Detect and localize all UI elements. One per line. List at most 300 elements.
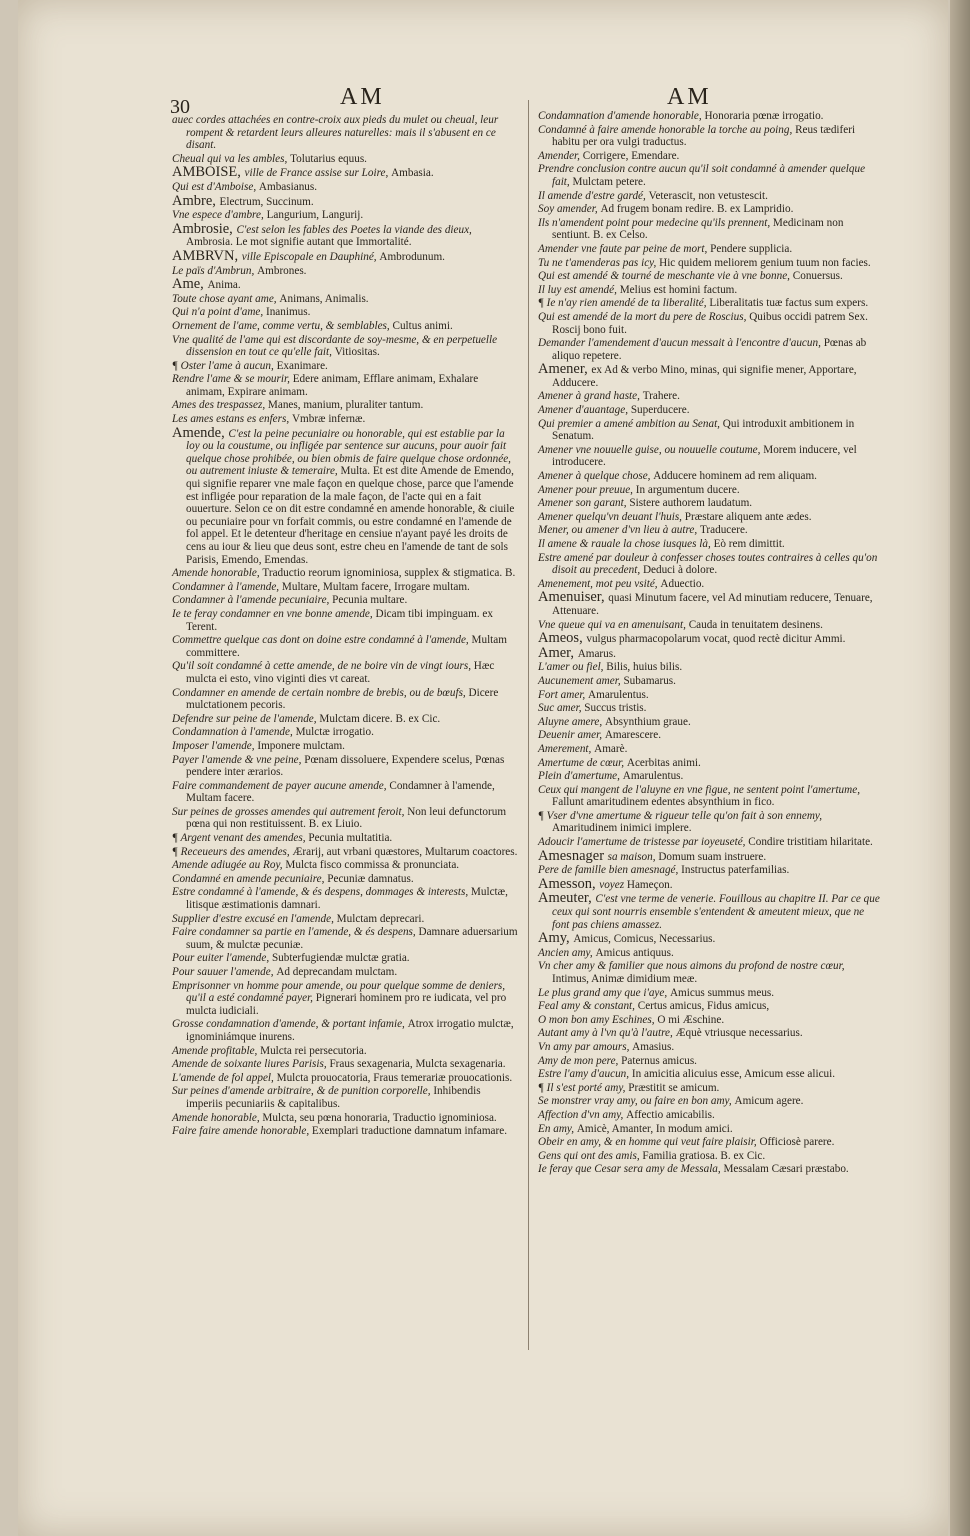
entry-french: L'amende de fol appel, [172,1071,277,1084]
dictionary-entry [538,1150,884,1163]
dictionary-entry [538,675,884,688]
entry-latin: Trahere. [642,390,680,403]
entry-french: Fort amer, [538,688,589,701]
entry-french: Adoucir l'amertume de tristesse par ioyeuseté, [538,836,749,849]
dictionary-entry [172,687,518,712]
entry-headword: Ame, [172,276,208,293]
entry-french: L'amer ou fiel, [538,661,607,674]
dictionary-entry [172,1018,518,1043]
dictionary-entry [538,743,884,756]
entry-headword: Amener, [538,361,592,378]
entry-latin: Pendere supplicia. [710,242,793,255]
entry-french: Amende honorable, [172,567,263,580]
entry-latin: Pecunia multare. [332,594,408,607]
entry-latin: Mulctam petere. [572,175,646,188]
entry-latin: Multam committere. [186,634,507,659]
entry-latin: Exemplari traductione damnatum infamare. [311,1125,508,1138]
entry-latin: Instructus paterfamilias. [681,864,790,877]
dictionary-entry [172,713,518,726]
dictionary-entry [172,278,518,292]
entry-latin: Amarescere. [604,729,662,742]
entry-french: Toute chose ayant ame, [172,292,280,305]
dictionary-entry [172,399,518,412]
dictionary-entry [172,265,518,278]
entry-latin: Acerbitas animi. [626,756,701,769]
running-header-left: AM [340,84,385,110]
entry-french: Estre l'amy d'aucun, [538,1068,632,1081]
dictionary-entry [538,1068,884,1081]
dictionary-entry [538,1136,884,1149]
entry-latin: Ambrones. [257,264,307,277]
entry-latin: Dicam tibi impinguam. ex Terent. [186,607,493,633]
entry-french: ¶ Ie n'ay rien amendé de ta liberalité, [538,297,710,310]
entry-latin: Ambasia. [391,167,434,180]
entry-french: Amener à quelque chose, [538,470,654,483]
entry-french: Il amene & rauale la chose iusques là, [538,538,714,550]
entry-latin: Officiosè parere. [759,1136,835,1149]
entry-french: Commettre quelque cas dont on doine estre condamné à l'amende, [172,634,472,647]
dictionary-entry [172,726,518,739]
entry-french: Qui premier a amené ambition au Senat, [538,417,723,430]
entry-latin: Amarulentus. [588,688,649,701]
entry-french: Ceux qui mangent de l'aluyne en vne figue, ne sentent point l'amertume, [538,783,860,796]
dictionary-entry [538,729,884,742]
entry-french: Amener quelqu'vn deuant l'huis, [538,510,685,523]
dictionary-entry [172,846,518,859]
entry-french: Condamné à faire amende honorable la torche au poing, [538,123,796,136]
entry-latin: Vitiositas. [334,346,380,359]
dictionary-entry [172,166,518,180]
dictionary-entry [172,293,518,306]
dictionary-entry [172,886,518,911]
entry-french: voyez [599,878,627,891]
entry-latin: Corrigere, Emendare. [582,149,680,162]
dictionary-entry [172,581,518,594]
entry-latin: Amarus. [577,647,616,660]
entry-latin: Amicus summus meus. [669,986,775,999]
entry-french: Amenement, mot peu vsité, [538,577,661,590]
dictionary-entry [538,644,884,661]
entry-latin: Hameçon. [626,878,673,891]
entry-latin: Edere animam, Efflare animam, Exhalare animam, Expirare animam. [186,373,479,398]
entry-latin: Amicè, Amanter, In modum amici. [576,1122,733,1135]
entry-latin: Mulcta, seu pœna honoraria, Traductio ignominiosa. [262,1111,497,1124]
entry-latin: Ad deprecandam mulctam. [276,966,398,978]
dictionary-entry [538,875,884,892]
entry-latin: Medicinam non sentiunt. B. ex Celso. [552,216,844,242]
entry-latin: quasi Minutum facere, vel Ad minutiam reducere, Tenuare, Attenuare. [552,592,873,617]
dictionary-entry [172,247,518,264]
entry-latin: Ambasianus. [258,180,318,193]
entry-french: Demander l'amendement d'aucun messait à l'encontre d'aucun, [538,337,824,350]
dictionary-entry [172,754,518,779]
entry-latin: Bilis, huius bilis. [606,661,683,674]
dictionary-entry [538,1109,884,1122]
entry-headword: Amesnager [538,847,608,864]
entry-latin: Absynthium graue. [605,715,691,728]
entry-french: Amy de mon pere, [538,1054,622,1067]
entry-french: Condamner en amende de certain nombre de brebis, ou de bœufs, [172,686,469,699]
entry-latin: Tolutarius equus. [290,152,367,165]
dictionary-entry [538,257,884,270]
entry-french: Amende de soixante liures Parisis, [172,1058,330,1071]
dictionary-entry [538,284,884,297]
entry-french: O mon bon amy Eschines, [538,1013,658,1026]
entry-latin: Domum suam instruere. [658,850,767,863]
dictionary-entry [172,634,518,659]
dictionary-entry [538,390,884,403]
entry-latin: Fallunt amaritudinem edentes absynthium in fico. [552,796,775,809]
dictionary-entry [538,932,884,946]
entry-latin: Deduci à dolore. [642,564,718,577]
dictionary-entry [538,337,884,362]
dictionary-entry [538,497,884,510]
entry-latin: Cauda in tenuitatem desinens. [688,618,823,631]
entry-headword: Amesson, [538,875,600,892]
entry-french: Autant amy à l'vn qu'à l'autre, [538,1027,676,1040]
entry-french: Le plus grand amy que i'aye, [538,986,670,999]
dictionary-entry [172,114,518,152]
dictionary-entry [538,847,884,864]
entry-french: ¶ Il s'est porté amy, [538,1081,629,1094]
entry-latin: Eò rem dimittit. [713,538,785,550]
entry-latin: Succus tristis. [584,702,647,715]
page-number: 30 [170,96,190,118]
entry-french: Amender vne faute par peine de mort, [538,242,711,255]
entry-latin: Amarè. [594,742,628,755]
dictionary-entry [172,334,518,359]
dictionary-entry [538,444,884,469]
entry-latin: Inhibendis imperiis pecuniariis & capitalibus. [186,1085,481,1110]
dictionary-entry [538,689,884,702]
dictionary-entry [172,424,518,567]
column-divider [528,100,529,1350]
entry-latin: Quibus occidi patrem Sex. Roscij bono fuit. [552,310,868,336]
entry-latin: vulgus pharmacopolarum vocat, quod rectè dicitur Ammi. [586,633,846,646]
entry-latin: Dicere mulctationem pecoris. [186,686,499,712]
entry-french: Grosse condamnation d'amende, & portant infamie, [172,1018,408,1031]
entry-headword: Ambrosie, [172,220,237,237]
entry-latin: Amicus, Comicus, Necessarius. [573,933,716,946]
entry-french: Le païs d'Ambrun, [172,264,258,277]
entry-french: Faire faire amende honorable, [172,1125,312,1138]
entry-latin: Ad frugem bonam redire. B. ex Lampridio. [600,203,794,216]
entry-headword: AMBRVN, [172,247,242,264]
entry-french: Mener, ou amener d'vn lieu à autre, [538,524,700,537]
entry-latin: Cultus animi. [392,319,453,332]
entry-latin: Anima. [207,279,241,292]
dictionary-entry [538,484,884,497]
entry-latin: Electrum, Succinum. [219,195,314,208]
entry-latin: Mulcta rei persecutoria. [260,1044,367,1057]
book-gutter [950,0,970,1536]
entry-french: Aucunement amer, [538,674,624,687]
entry-latin: Amicus antiquus. [595,946,674,959]
dictionary-entry [538,987,884,1000]
entry-latin: Liberalitatis tuæ factus sum expers. [709,297,869,310]
entry-latin: Præstare aliquem ante ædes. [684,510,812,523]
entry-french: Ie te feray condamner en vne bonne amende, [172,607,376,620]
entry-french: En amy, [538,1122,577,1135]
dictionary-entry [172,1112,518,1125]
dictionary-entry [538,1014,884,1027]
dictionary-entry [538,1027,884,1040]
dictionary-entry [538,960,884,985]
dictionary-entry [172,1072,518,1085]
entry-latin: Aduectio. [660,577,705,590]
entry-latin: Pœnas ab aliquo repetere. [552,337,867,362]
entry-french: Amerement, [538,742,595,755]
entry-headword: Ambre, [172,192,220,209]
entry-latin: Multare, Multam facere, Irrogare multam. [281,580,470,593]
dictionary-entry [538,1095,884,1108]
entry-french: Vne espece d'ambre, [172,209,267,222]
entry-latin: Subterfugiendæ mulctæ gratia. [271,952,410,965]
entry-latin: ex Ad & verbo Mino, minas, qui signifie mener, Apportare, Adducere. [552,364,857,389]
entry-french: Imposer l'amende, [172,739,258,752]
entry-latin: Ærarij, aut vrbani quæstores, Multarum coactores. [292,845,518,858]
dictionary-entry [172,567,518,580]
dictionary-entry [538,757,884,770]
dictionary-entry [538,311,884,336]
dictionary-entry [172,806,518,831]
left-column [172,114,518,1139]
entry-headword: Amy, [538,930,574,947]
dictionary-entry [172,1058,518,1071]
entry-french: Condamné en amende pecuniaire, [172,872,328,885]
entry-latin: Paternus amicus. [621,1054,697,1067]
dictionary-entry [538,1163,884,1176]
entry-latin: Hæc mulcta ei esto, vino viginti dies vt careat. [186,660,495,685]
entry-latin: Condire tristitiam hilaritate. [748,836,873,849]
dictionary-entry [172,780,518,805]
entry-latin: Atrox irrogatio mulctæ, ignominiámque inurens. [186,1018,514,1043]
entry-headword: Ameos, [538,630,587,647]
entry-latin: Amicum agere. [734,1095,804,1108]
entry-french: Feal amy & constant, [538,1000,638,1013]
entry-french: C'est la peine pecuniaire ou honorable, qui est establie par la loy ou la coustume, ou infligée par sentence sur aucuns, pour auoir fait quelque chose prohibée, ou bien obmis de faire quelque chose ordonnée, ou autrement iniuste & temeraire, [186,427,511,478]
dictionary-entry [172,952,518,965]
dictionary-entry [172,926,518,951]
entry-latin: Pecuniæ damnatus. [327,872,414,885]
entry-latin: Animans, Animalis. [279,292,369,305]
dictionary-entry [172,192,518,209]
dictionary-entry [172,832,518,845]
entry-french: auec cordes attachées en contre-croix aux pieds du mulet ou cheual, leur rompent & retardent leurs alleures naturelles: mais il s'abusent en ce disant. [172,114,499,152]
entry-french: Se monstrer vray amy, ou faire en bon amy, [538,1095,735,1108]
entry-french: Qu'il soit condamné à cette amende, de ne boire vin de vingt iours, [172,660,474,673]
dictionary-entry [538,470,884,483]
entry-french: Estre condamné à l'amende, & és despens, dommages & interests, [172,886,471,899]
entry-latin: O mi Æschine. [657,1013,725,1026]
entry-french: Pour euiter l'amende, [172,952,272,965]
dictionary-entry [538,892,884,931]
right-column [538,110,884,1177]
dictionary-entry [172,660,518,685]
entry-latin: Pecunia multatitia. [308,832,393,845]
dictionary-entry [538,784,884,809]
dictionary-entry [172,913,518,926]
entry-latin: In argumentum ducere. [635,483,740,496]
dictionary-entry [538,538,884,551]
entry-latin: Traducere. [699,524,748,537]
dictionary-entry [538,150,884,163]
entry-french: Payer l'amende & vne peine, [172,753,305,766]
entry-french: Affection d'vn amy, [538,1108,627,1121]
dictionary-entry [538,124,884,149]
entry-french: Amende honorable, [172,1111,263,1124]
entry-latin: Exanimare. [276,359,328,372]
entry-french: Amende adiugée au Roy, [172,859,286,872]
dictionary-entry [538,661,884,674]
dictionary-entry [172,859,518,872]
entry-french: Amende profitable, [172,1044,261,1057]
entry-french: Condamner à l'amende, [172,580,282,593]
entry-latin: Certus amicus, Fidus amicus, [637,1000,770,1013]
entry-french: Vne qualité de l'ame qui est discordante de soy-mesme, & en perpetuelle dissension en tout ce qu'elle fait, [172,333,498,359]
dictionary-entry [538,243,884,256]
entry-french: Sur peines de grosses amendes qui autrement feroit, [172,805,408,818]
entry-french: Amertume de cœur, [538,756,627,769]
entry-latin: Melius est homini factum. [619,283,738,296]
entry-french: Prendre conclusion contre aucun qu'il soit condamné à amender quelque fait, [538,163,866,188]
dictionary-entry [172,306,518,319]
dictionary-entry [538,1082,884,1095]
entry-latin: Ambrodunum. [379,250,445,263]
entry-french: Sur peines d'amende arbitraire, & de punition corporelle, [172,1085,434,1098]
entry-latin: Qui introduxit ambitionem in Senatum. [552,417,855,443]
entry-french: Condamner à l'amende pecuniaire, [172,594,333,607]
entry-french: Ames des trespassez, [172,399,268,412]
entry-latin: Amarulentus. [622,770,684,783]
entry-french: Amener d'auantage, [538,404,631,417]
entry-french: Plein d'amertume, [538,770,623,783]
dictionary-entry [538,363,884,389]
entry-french: Rendre l'ame & se mourir, [172,373,293,386]
dictionary-entry [172,320,518,333]
entry-french: Pere de famille bien amesnagé, [538,864,682,877]
entry-french: Il luy est amendé, [538,283,620,296]
entry-french: Cheual qui va les ambles, [172,152,291,165]
entry-latin: Mulcta prouocatoria, Fraus temerariæ prouocationis. [276,1071,513,1084]
entry-latin: In amicitia alicuius esse, Amicum esse alicui. [631,1068,836,1081]
entry-latin: Præstitit se amicum. [628,1081,720,1094]
dictionary-entry [538,591,884,617]
entry-french: C'est vne terme de venerie. Fouillous au chapitre II. Par ce que ceux qui sont nourris ensemble s'entendent & ameutent mieux, que ne font pas chiens amassez. [552,893,880,931]
dictionary-entry [538,190,884,203]
entry-french: Pour sauuer l'amende, [172,966,277,978]
dictionary-entry [538,418,884,443]
entry-french: Amener à grand haste, [538,390,643,403]
dictionary-entry [538,716,884,729]
entry-french: Faire commandement de payer aucune amende, [172,779,390,792]
entry-french: ¶ Argent venant des amendes, [172,832,309,845]
entry-latin: Mulctæ, litisque æstimationis damnari. [186,886,508,912]
entry-latin: Condamner à l'amende, Multam facere. [186,779,495,805]
dictionary-entry [172,608,518,633]
entry-headword: Ameuter, [538,890,596,907]
entry-latin: Mulctam deprecari. [336,912,425,925]
entry-headword: Amer, [538,644,578,661]
entry-latin: Hic quidem meliorem genium tuum non facies. [659,256,871,269]
dictionary-entry [538,524,884,537]
entry-latin: Non leui defunctorum pœna qui non restituissent. B. ex Liuio. [186,805,507,831]
entry-latin: Morem inducere, vel introducere. [552,443,857,469]
entry-french: Aluyne amere, [538,715,605,728]
entry-french: Les ames estans es enfers, [172,413,292,426]
entry-french: sa maison, [607,850,659,863]
dictionary-entry [538,552,884,577]
entry-french: Emprisonner vn homme pour amende, ou pour quelque somme de deniers, qu'il a esté condamné payer, [172,979,506,1005]
dictionary-entry [538,632,884,646]
entry-latin: Vmbræ infernæ. [291,413,366,426]
entry-french: Soy amender, [538,203,601,216]
entry-french: Condamnation d'amende honorable, [538,110,705,122]
entry-french: Qui n'a point d'ame, [172,306,266,319]
entry-latin: Manes, manium, pluraliter tantum. [267,399,424,412]
entry-latin: Æquè vtriusque necessarius. [675,1027,803,1040]
dictionary-entry [538,1041,884,1054]
entry-latin: Conuersus. [792,270,843,283]
dictionary-entry [538,810,884,835]
entry-french: Amener vne nouuelle guise, ou nouuelle coutume, [538,443,764,456]
dictionary-entry [538,297,884,310]
dictionary-entry [172,1045,518,1058]
dictionary-entry [538,1055,884,1068]
dictionary-entry [172,1085,518,1110]
entry-french: Defendre sur peine de l'amende, [172,712,320,725]
entry-headword: AMBOISE, [172,164,245,181]
dictionary-entry [538,770,884,783]
entry-french: Amender, [538,149,583,162]
dictionary-entry [538,1123,884,1136]
entry-latin: Adducere hominem ad rem aliquam. [653,470,817,483]
entry-french: Qui est amendé & tourné de meschante vie à vne bonne, [538,270,793,283]
entry-latin: Intimus, Animæ dimidium meæ. [552,973,698,985]
entry-french: ¶ Oster l'ame à aucun, [172,359,277,372]
entry-french: Vn cher amy & familier que nous aimons du profond de nostre cœur, [538,960,845,973]
entry-latin: Ambrosia. Le mot signifie autant que Immortalité. [186,236,412,249]
entry-latin: Messalam Cæsari præstabo. [723,1163,849,1176]
dictionary-entry [538,110,884,123]
entry-latin: Fraus sexagenaria, Mulcta sexagenaria. [329,1058,506,1071]
dictionary-entry [538,163,884,188]
dictionary-entry [538,511,884,524]
entry-latin: Honoraria pœnæ irrogatio. [704,110,824,122]
entry-latin: Pœnam dissoluere, Expendere scelus, Pœnas pendere inter ærarios. [186,753,505,779]
dictionary-entry [172,373,518,398]
entry-french: Supplier d'estre excusé en l'amende, [172,912,337,925]
dictionary-entry [172,966,518,979]
entry-latin: Mulcta fisco commissa & pronunciata. [285,859,460,872]
entry-french: Vn amy par amours, [538,1040,633,1053]
dictionary-entry [172,980,518,1018]
entry-headword: Amenuiser, [538,589,609,606]
entry-latin: Affectio amicabilis. [626,1108,715,1121]
dictionary-entry [538,1000,884,1013]
entry-latin: Amaritudinem inimici implere. [552,822,692,835]
entry-latin: Langurium, Langurij. [266,209,364,222]
entry-french: Ie feray que Cesar sera amy de Messala, [538,1163,724,1176]
entry-french: Qui est amendé de la mort du pere de Roscius, [538,310,750,323]
dictionary-entry [538,217,884,242]
entry-french: C'est selon les fables des Poetes la viande des dieux, [236,223,472,236]
entry-french: ville Episcopale en Dauphiné, [241,250,380,263]
entry-latin: Veterascit, non vetustescit. [648,189,768,202]
entry-latin: Sistere authorem laudatum. [629,497,753,510]
entry-french: Faire condamner sa partie en l'amende, & és despens, [172,926,419,939]
entry-french: Suc amer, [538,702,585,715]
